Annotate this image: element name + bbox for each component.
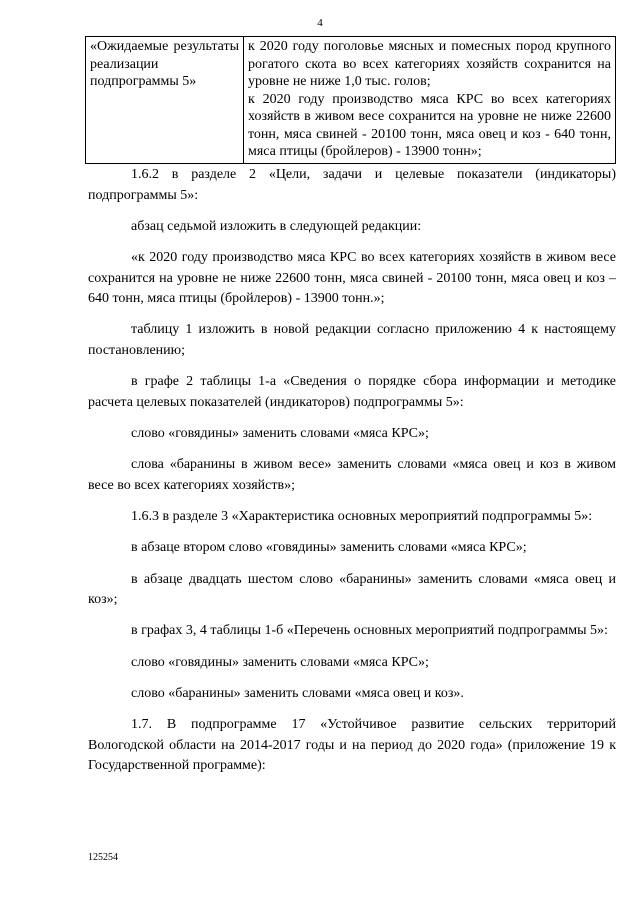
expected-results-table xyxy=(85,36,616,164)
paragraph: слово «баранины» заменить словами «мяса овец и коз». xyxy=(131,686,464,702)
table-content-line: к 2020 году поголовье мясных и помесных пород крупного рогатого скота во всех категориях хозяйств сохранится на уровне не ниже 1,0 тыс. голов; xyxy=(248,39,611,89)
table-cell-heading xyxy=(86,37,244,164)
paragraph: слово «говядины» заменить словами «мяса КРС»; xyxy=(131,654,429,670)
table-heading-text: «Ожидаемые результаты реализации подпрограммы 5» xyxy=(90,39,239,89)
paragraph: в абзаце втором слово «говядины» заменить словами «мяса КРС»; xyxy=(131,540,527,556)
page-number: 4 xyxy=(317,17,323,29)
paragraph: 1.7. В подпрограмме 17 «Устойчивое развитие сельских территорий Вологодской области на 2014-2017 годы и на период до 2020 года» (приложение 19 к Государственной программе): xyxy=(88,717,616,774)
table-row xyxy=(86,37,616,164)
document-body xyxy=(88,165,616,788)
paragraph: в абзаце двадцать шестом слово «баранины» заменить словами «мяса овец и коз»; xyxy=(88,571,616,608)
paragraph: в графе 2 таблицы 1-а «Сведения о порядке сбора информации и методике расчета целевых показателей (индикаторов) подпрограммы 5»: xyxy=(88,374,616,410)
paragraph: слова «баранины в живом весе» заменить словами «мяса овец и коз в живом весе во всех категориях хозяйств»; xyxy=(88,457,616,493)
paragraph: слово «говядины» заменить словами «мяса КРС»; xyxy=(131,425,429,441)
table-content-line: к 2020 году производство мяса КРС во всех категориях хозяйств в живом весе сохранится на уровне не ниже 22600 тонн, мяса свиней - 20100 тонн, мяса овец и коз - 640 тонн, мяса птицы (бройлеров) - 13900 тонн»; xyxy=(248,91,611,159)
paragraph: таблицу 1 изложить в новой редакции согласно приложению 4 к настоящему постановлению; xyxy=(88,322,616,358)
table-cell-content xyxy=(244,37,616,164)
paragraph: «к 2020 году производство мяса КРС во всех категориях хозяйств в живом весе сохранится на уровне не ниже 22600 тонн, мяса свиней - 20100 тонн, мяса овец и коз – 640 тонн, мяса птицы (бройлеров) - 13900 тонн.»; xyxy=(88,250,616,307)
paragraph: в графах 3, 4 таблицы 1-б «Перечень основных мероприятий подпрограммы 5»: xyxy=(131,623,608,639)
paragraph: абзац седьмой изложить в следующей редакции: xyxy=(131,218,422,234)
document-code: 125254 xyxy=(88,852,118,863)
paragraph: 1.6.3 в разделе 3 «Характеристика основных мероприятий подпрограммы 5»: xyxy=(131,509,593,525)
paragraph: 1.6.2 в разделе 2 «Цели, задачи и целевые показатели (индикаторы) подпрограммы 5»: xyxy=(88,167,616,203)
